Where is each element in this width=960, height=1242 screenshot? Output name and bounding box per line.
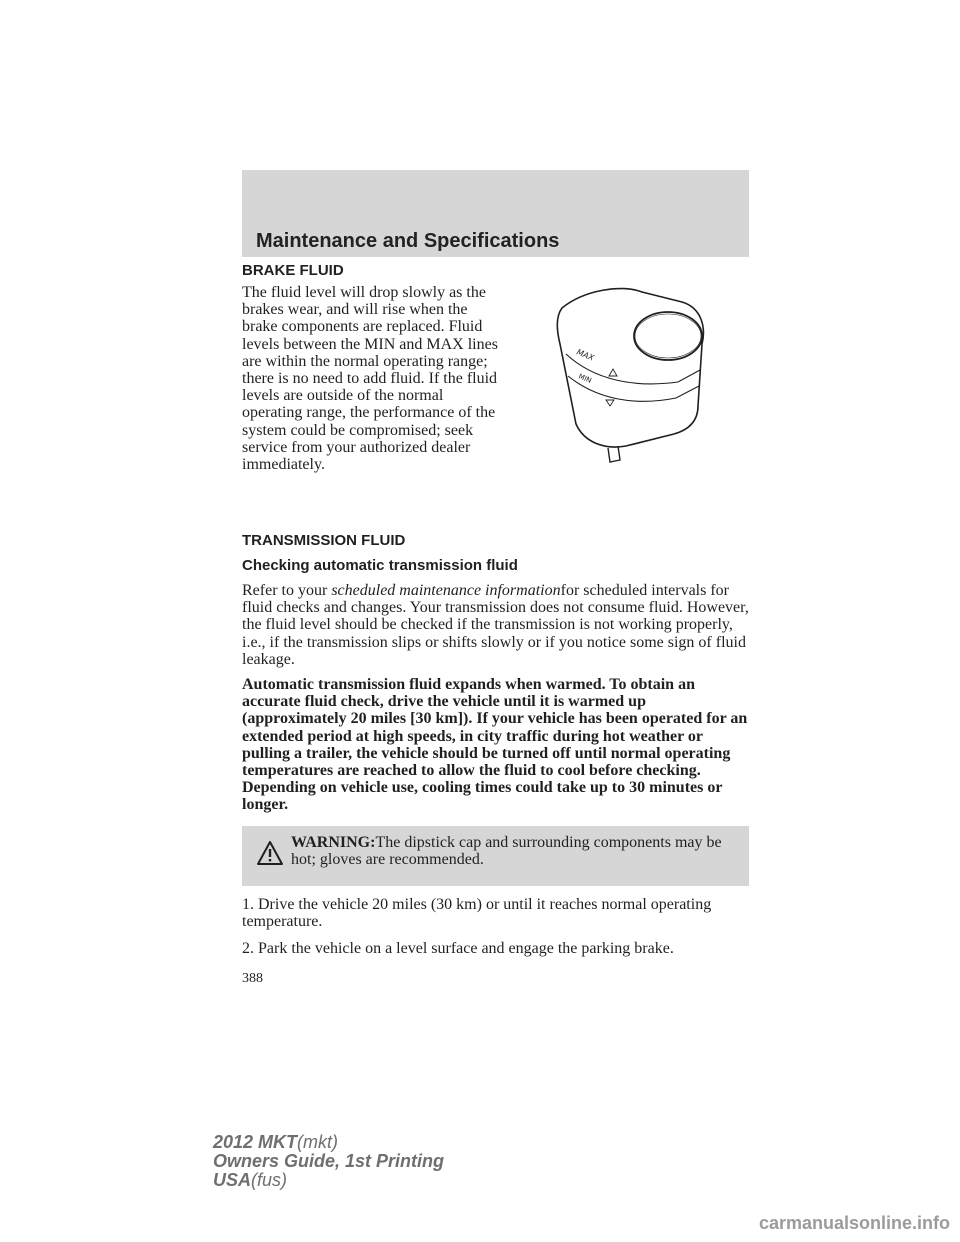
brake-fluid-reservoir-illustration (554, 274, 714, 470)
min-marker-icon (606, 400, 614, 406)
watermark-text: carmanualsonline.info (758, 1213, 950, 1233)
page-number: 388 (242, 971, 263, 986)
brake-fluid-section (242, 284, 752, 516)
min-level-label: MIN (577, 372, 593, 385)
footer-market-code: (fus) (251, 1170, 288, 1190)
brake-fluid-heading: BRAKE FLUID (242, 262, 344, 279)
document-footer (213, 1133, 444, 1190)
page-content (242, 257, 752, 957)
warning-label: WARNING: (291, 833, 376, 851)
footer-model: 2012 MKT (213, 1132, 298, 1152)
section-header-band (242, 170, 749, 257)
warning-callout (242, 826, 749, 886)
step-1: 1. Drive the vehicle 20 miles (30 km) or until it reaches normal operating temperature. (242, 895, 712, 930)
max-marker-icon (609, 369, 617, 376)
refer-italic-text: scheduled maintenance information (331, 582, 561, 599)
step-2: 2. Park the vehicle on a level surface and engage the parking brake. (242, 940, 674, 958)
transmission-fluid-heading: TRANSMISSION FLUID (242, 532, 406, 549)
refer-suffix: for scheduled intervals for fluid checks and changes. Your transmission does not consume fluid. However, the fluid level should be checked if the transmission is not working properly, i.e., if the transmission slips or shifts slowly or if you notice some sign of fluid leakage. (242, 582, 749, 668)
outlet-tab (608, 446, 620, 462)
refer-paragraph (242, 582, 752, 668)
footer-market: USA (213, 1170, 252, 1190)
max-level-label: MAX (575, 347, 596, 363)
warm-fluid-notice: Automatic transmission fluid expands when warmed. To obtain an accurate fluid check, drive the vehicle until it is warmed up (approximately 20 miles [30 km]). If your vehicle has been operated for an extended period at high speeds, in city traffic during hot weather or pulling a trailer, the vehicle should be turned off until normal operating temperatures are reached to allow the fluid to cool before checking. Depending on vehicle use, cooling times could take up to 30 minutes or longer. (242, 676, 748, 814)
warning-body: The dipstick cap and surrounding components may be hot; gloves are recommended. (291, 833, 722, 868)
warning-message (291, 834, 741, 868)
warning-triangle-icon (256, 840, 284, 866)
brake-fluid-body: The fluid level will drop slowly as the brakes wear, and will rise when the brake components are replaced. Fluid levels between the MIN and MAX lines are within the normal operating range; there is no need to add fluid. If the fluid levels are outside of the normal operating range, the performance of the system could be compromised; seek service from your authorized dealer immediately. (242, 284, 498, 474)
footer-printing: Owners Guide, 1st Printing (213, 1151, 445, 1171)
refer-prefix: Refer to your (242, 582, 332, 599)
footer-model-code: (mkt) (297, 1132, 339, 1152)
checking-transmission-subheading: Checking automatic transmission fluid (242, 557, 518, 574)
section-title: Maintenance and Specifications (256, 230, 560, 252)
